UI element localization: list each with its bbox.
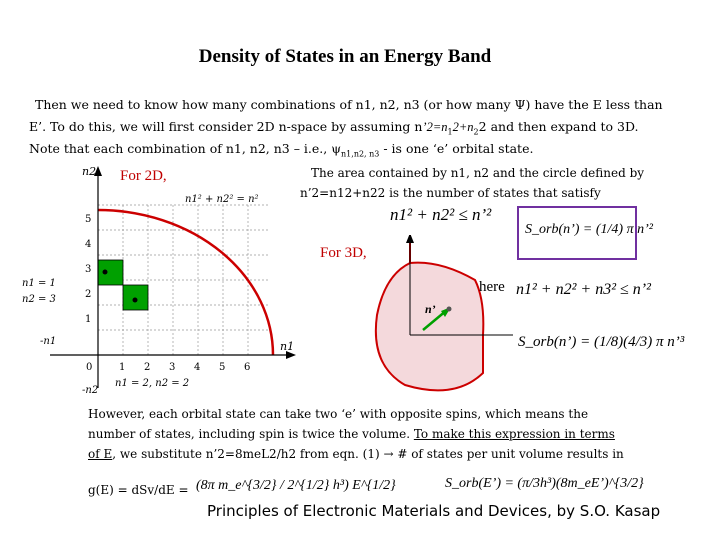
para2-line-1: However, each orbital state can take two ‘e’ with opposite spins, which means the <box>88 407 589 421</box>
intro-line-2e: 2 <box>473 127 479 137</box>
para2-line-3a: of E <box>88 447 113 461</box>
para2-line-3c: → # of states per unit volume results in <box>383 447 624 461</box>
y-tick-5: 5 <box>85 214 92 225</box>
left-label-n2: n2 = 3 <box>22 294 56 305</box>
x-tick-4: 4 <box>194 362 201 373</box>
page-title: Density of States in an Energy Band <box>198 46 492 67</box>
para2-line-3 <box>88 444 624 464</box>
eq-3d-s: S_orb(n’) = (1/8)(4/3) π n’³ <box>518 334 685 350</box>
intro-line-2f: 2 and then expand to 3D. <box>478 119 639 134</box>
gE-label: g(E) = dSv/dE = <box>88 483 189 497</box>
state-cell-2-2 <box>123 285 148 310</box>
intro-line-3b: n1,n2, n3 <box>341 149 380 159</box>
S-E-formula: S_orb(E’) = (π/3h³)(8m_eE’)^{3/2} <box>445 476 644 491</box>
para2-line-2b: To make this expression in terms <box>413 427 615 441</box>
left-label-n1: n1 = 1 <box>22 278 56 289</box>
para2-line-2a: number of states, including spin is twice the volume. <box>88 427 414 441</box>
x-tick-2: 2 <box>144 362 151 373</box>
y-tick-1: 1 <box>85 314 92 325</box>
para2-line-3b: , we substitute n’2=8meL2/h2 from eqn. (1) <box>112 447 384 461</box>
3d-sphere-octant-diagram <box>365 235 525 405</box>
intro-line-2c: 1 <box>447 127 453 137</box>
eq-2d-inequality: n1² + n2² ≤ n’² <box>390 205 492 224</box>
x-tick-6: 6 <box>244 362 251 373</box>
eq-3d-inequality: n1² + n2² + n3² ≤ n’² <box>516 281 651 298</box>
neg-n2-label: -n2 <box>82 385 99 395</box>
intro-line-2d: 2+n <box>452 120 474 134</box>
eq-2d-box <box>517 206 653 260</box>
here-label: here <box>479 279 505 295</box>
bottom-eq-label: n1 = 2, n2 = 2 <box>115 378 190 389</box>
credit-text: Principles of Electronic Materials and Devices, by S.O. Kasap <box>207 502 661 520</box>
y-tick-4: 4 <box>85 239 92 250</box>
intro-line-1: Then we need to know how many combinations of n1, n2, n3 (or how many Ψ) have the E less than <box>35 97 663 112</box>
area-text-line-2: n’2=n12+n22 is the number of states that satisfy <box>300 186 601 200</box>
x-tick-5: 5 <box>219 362 226 373</box>
label-3d: For 3D, <box>320 245 367 261</box>
area-text-line-1: The area contained by n1, n2 and the circle defined by <box>311 166 645 180</box>
x-tick-1: 1 <box>119 362 126 373</box>
intro-line-2a: E’. To do this, we will first consider 2D n-space by assuming n <box>29 119 423 134</box>
y-tick-3: 3 <box>85 264 92 275</box>
left-label-neg-n1: -n1 <box>40 336 57 347</box>
sphere-radius-label: n’ <box>425 302 436 316</box>
x-tick-3: 3 <box>169 362 176 373</box>
eq-2d-box-text: S_orb(n’) = (1/4) π n’² <box>525 222 653 237</box>
para2-line-2 <box>88 424 615 444</box>
gE-formula: (8π m_e^{3/2} / 2^{1/2} h³) E^{1/2} <box>196 478 396 493</box>
circle-eq-label: n1² + n2² = n² <box>185 194 259 205</box>
intro-line-3c: - is one ‘e’ orbital state. <box>379 141 534 156</box>
label-2d: For 2D, <box>120 168 167 184</box>
x-tick-0: 0 <box>86 362 93 373</box>
axis-n1-label: n1 <box>280 340 295 353</box>
state-cell-1-3 <box>98 260 123 285</box>
intro-line-2b: ’2=n <box>422 120 448 134</box>
axis-n2-label: n2 <box>82 165 97 178</box>
2d-n-space-diagram <box>20 160 320 395</box>
y-tick-2: 2 <box>85 289 92 300</box>
intro-line-3a: Note that each combination of n1, n2, n3 – i.e., ψ <box>29 141 342 156</box>
